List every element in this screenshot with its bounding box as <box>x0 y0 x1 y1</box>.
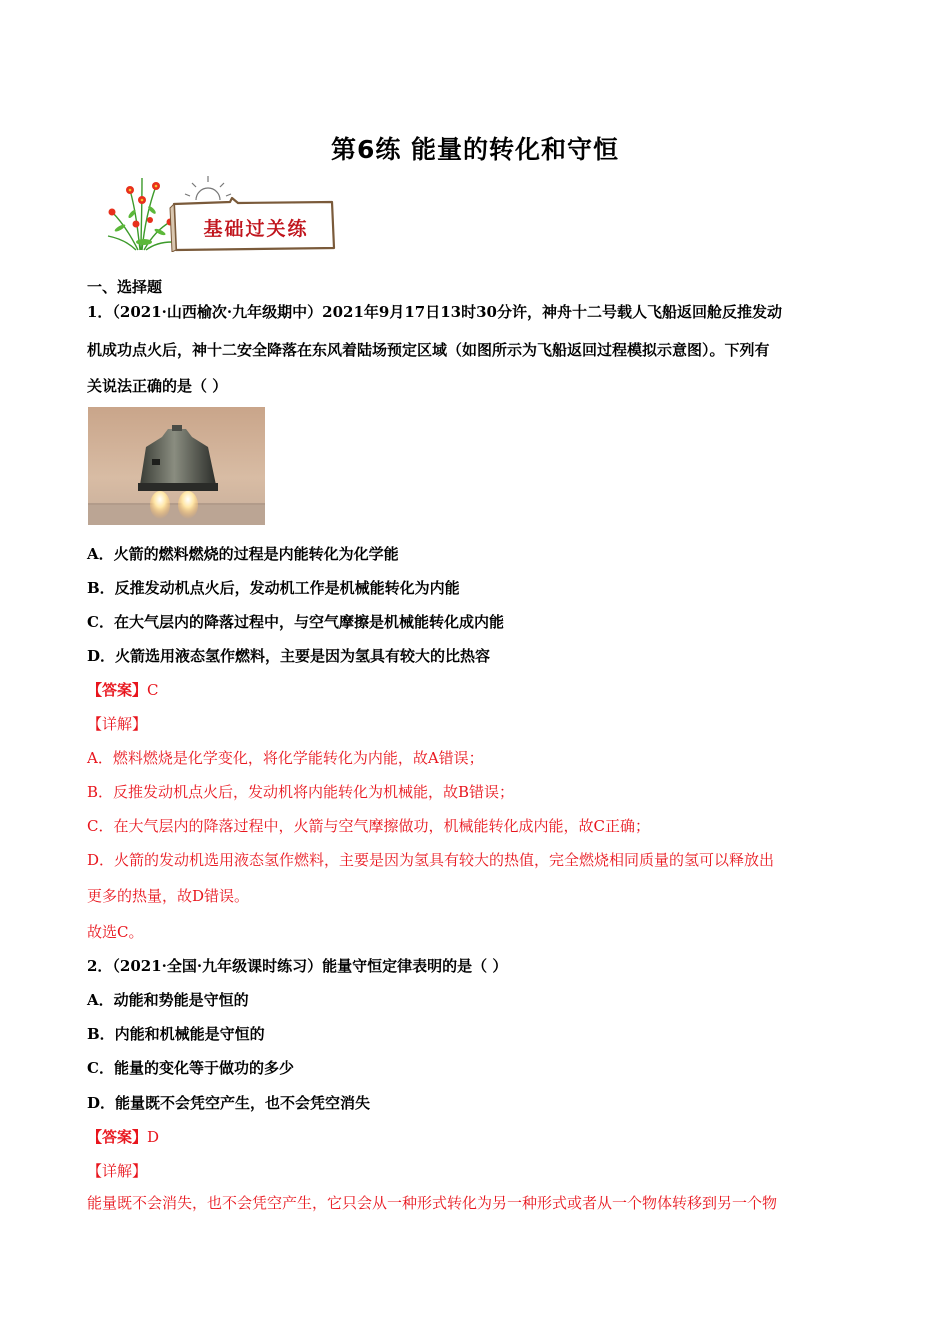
return-capsule-icon <box>88 407 265 525</box>
section-heading: 一、选择题 <box>87 278 163 296</box>
page-title: 第6练 能量的转化和守恒 <box>330 135 620 164</box>
q1-answer <box>87 680 159 700</box>
q1-option-d: D．火箭选用液态氢作燃料，主要是因为氢具有较大的比热容 <box>87 647 491 665</box>
q2-option-a: A．动能和势能是守恒的 <box>87 991 249 1009</box>
q1-explanation-d-cont: 更多的热量，故D错误。 <box>87 887 250 905</box>
capsule-photo <box>88 407 265 525</box>
q2-detail-tag: 【详解】 <box>87 1162 148 1180</box>
q1-explanation-b: B．反推发动机点火后，发动机将内能转化为机械能，故B错误； <box>87 783 515 801</box>
q2-explanation: 能量既不会消失，也不会凭空产生，它只会从一种形式转化为另一种形式或者从一个物体转移到另一个物 <box>87 1194 778 1212</box>
q2-option-c: C．能量的变化等于做功的多少 <box>87 1059 294 1077</box>
q2-stem: 2．（2021·全国·九年级课时练习）能量守恒定律表明的是（ ） <box>87 957 508 975</box>
banner-label: 基础过关练 <box>203 218 309 240</box>
q1-explanation-d: D．火箭的发动机选用液态氢作燃料，主要是因为氢具有较大的热值，完全燃烧相同质量的氢可以释放出 <box>87 851 775 869</box>
q1-stem-line-3: 关说法正确的是（ ） <box>87 377 228 395</box>
answer-value: D <box>147 1128 160 1146</box>
q1-conclusion: 故选C。 <box>87 923 144 941</box>
answer-tag: 【答案】 <box>87 681 148 699</box>
q1-stem-line-2: 机成功点火后，神十二安全降落在东风着陆场预定区域（如图所示为飞船返回过程模拟示意图）。下列有 <box>87 341 770 359</box>
section-banner <box>100 172 340 252</box>
q1-option-a: A．火箭的燃料燃烧的过程是内能转化为化学能 <box>87 545 399 563</box>
q1-option-c: C．在大气层内的降落过程中，与空气摩擦是机械能转化成内能 <box>87 613 504 631</box>
q2-option-d: D．能量既不会凭空产生，也不会凭空消失 <box>87 1094 371 1112</box>
q2-answer <box>87 1127 159 1147</box>
answer-value: C <box>147 681 159 699</box>
q1-option-b: B．反推发动机点火后，发动机工作是机械能转化为内能 <box>87 579 460 597</box>
q1-explanation-a: A．燃料燃烧是化学变化，将化学能转化为内能，故A错误； <box>87 749 484 767</box>
q1-detail-tag: 【详解】 <box>87 715 148 733</box>
q2-option-b: B．内能和机械能是守恒的 <box>87 1025 265 1043</box>
q1-stem-line-1: 1．（2021·山西榆次·九年级期中）2021年9月17日13时30分许，神舟十二号载人飞船返回舱反推发动 <box>87 303 782 321</box>
q1-explanation-c: C．在大气层内的降落过程中，火箭与空气摩擦做功，机械能转化成内能，故C正确； <box>87 817 650 835</box>
answer-tag: 【答案】 <box>87 1128 148 1146</box>
